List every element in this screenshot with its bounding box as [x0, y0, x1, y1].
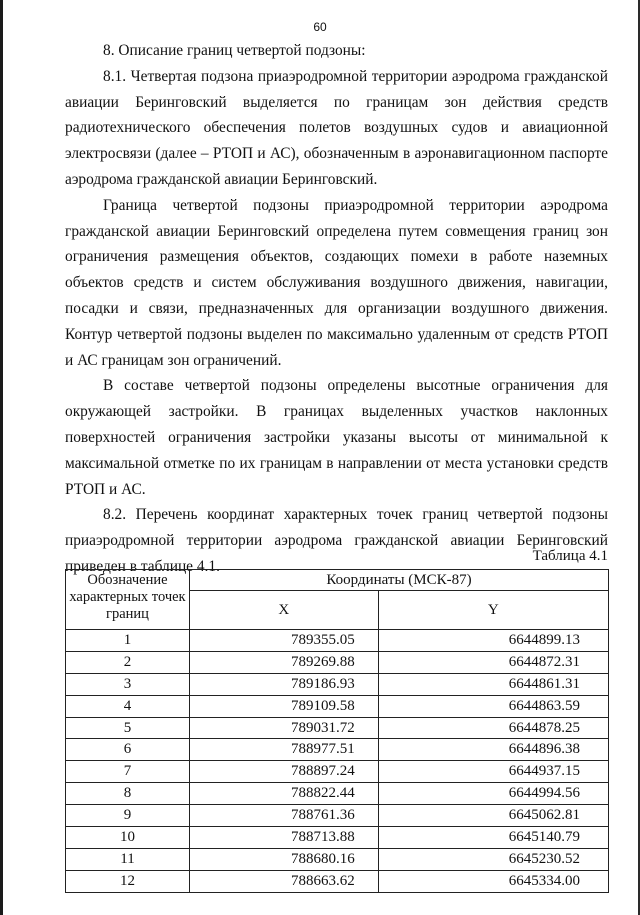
point-number: 12: [66, 870, 190, 892]
coord-y: 6645062.81: [378, 805, 608, 827]
paragraph-height-limits: В составе четвертой подзоны определены высотные ограничения для окружающей застройки. В границах выделенных участков наклонных поверхностей ограничения застройки указаны высоты от минимальной к максимальной отметке по их границам в направлении от места установки средств РТОП и АС.: [65, 377, 608, 498]
point-number: 2: [66, 651, 190, 673]
header-x: X: [190, 591, 379, 630]
coord-x: 788663.62: [190, 870, 379, 892]
table-row: [66, 805, 609, 827]
scan-edge-left: [0, 0, 3, 915]
point-number: 7: [66, 761, 190, 783]
coord-x: 788680.16: [190, 848, 379, 870]
table-row: [66, 739, 609, 761]
coord-x: 789031.72: [190, 717, 379, 739]
table-row: [66, 848, 609, 870]
table-row: [66, 783, 609, 805]
coord-y: 6645140.79: [378, 827, 608, 849]
point-number: 1: [66, 630, 190, 652]
coord-x: 788897.24: [190, 761, 379, 783]
point-number: 11: [66, 848, 190, 870]
header-point-label: Обозначение характерных точек границ: [66, 570, 190, 630]
table-row: [66, 695, 609, 717]
coord-y: 6644861.31: [378, 673, 608, 695]
coord-y: 6644994.56: [378, 783, 608, 805]
point-number: 3: [66, 673, 190, 695]
table-row: [66, 673, 609, 695]
coord-y: 6644878.25: [378, 717, 608, 739]
coordinates-table: [65, 569, 609, 893]
coord-x: 788977.51: [190, 739, 379, 761]
coord-x: 789269.88: [190, 651, 379, 673]
coord-x: 788822.44: [190, 783, 379, 805]
document-body: [65, 38, 608, 580]
point-number: 5: [66, 717, 190, 739]
coord-x: 788761.36: [190, 805, 379, 827]
point-number: 9: [66, 805, 190, 827]
header-coordinates: Координаты (МСК-87): [190, 570, 609, 591]
header-y: Y: [378, 591, 608, 630]
coord-x: 788713.88: [190, 827, 379, 849]
coord-y: 6644899.13: [378, 630, 608, 652]
point-number: 10: [66, 827, 190, 849]
coord-y: 6645230.52: [378, 848, 608, 870]
section-heading: 8. Описание границ четвертой подзоны:: [103, 42, 366, 59]
table-row: [66, 717, 609, 739]
point-number: 8: [66, 783, 190, 805]
point-number: 4: [66, 695, 190, 717]
coord-y: 6644863.59: [378, 695, 608, 717]
table-row: [66, 827, 609, 849]
coord-y: 6644896.38: [378, 739, 608, 761]
table-row: [66, 761, 609, 783]
table-row: [66, 630, 609, 652]
paragraph-boundary: Граница четвертой подзоны приаэродромной территории аэродрома гражданской авиации Беринговский определена путем совмещения границ зон ограничения размещения объектов, создающих помехи в работе наземных объектов средств и систем обслуживания воздушного движения, навигации, посадки и связи, предназначенных для организации воздушного движения. Контур четвертой подзоны выделен по максимально удаленным от средств РТОП и АС границам зон ограничений.: [65, 196, 608, 369]
coord-y: 6644937.15: [378, 761, 608, 783]
coord-x: 789186.93: [190, 673, 379, 695]
coord-x: 789355.05: [190, 630, 379, 652]
coord-y: 6644872.31: [378, 651, 608, 673]
coord-x: 789109.58: [190, 695, 379, 717]
page-number: 60: [313, 20, 327, 34]
coord-y: 6645334.00: [378, 870, 608, 892]
point-number: 6: [66, 739, 190, 761]
table-caption: Таблица 4.1: [532, 548, 608, 564]
table-row: [66, 870, 609, 892]
table-row: [66, 651, 609, 673]
paragraph-8-1: 8.1. Четвертая подзона приаэродромной территории аэродрома гражданской авиации Беринговский выделяется по границам зон действия средств радиотехнического обеспечения полетов воздушных судов и авиационной электросвязи (далее – РТОП и АС), обозначенным в аэронавигационном паспорте аэродрома гражданской авиации Беринговский.: [65, 67, 608, 188]
paragraph-8-2: 8.2. Перечень координат характерных точек границ четвертой подзоны приаэродромной территории аэродрома гражданской авиации Беринговский приведен в таблице 4.1.: [65, 506, 608, 575]
